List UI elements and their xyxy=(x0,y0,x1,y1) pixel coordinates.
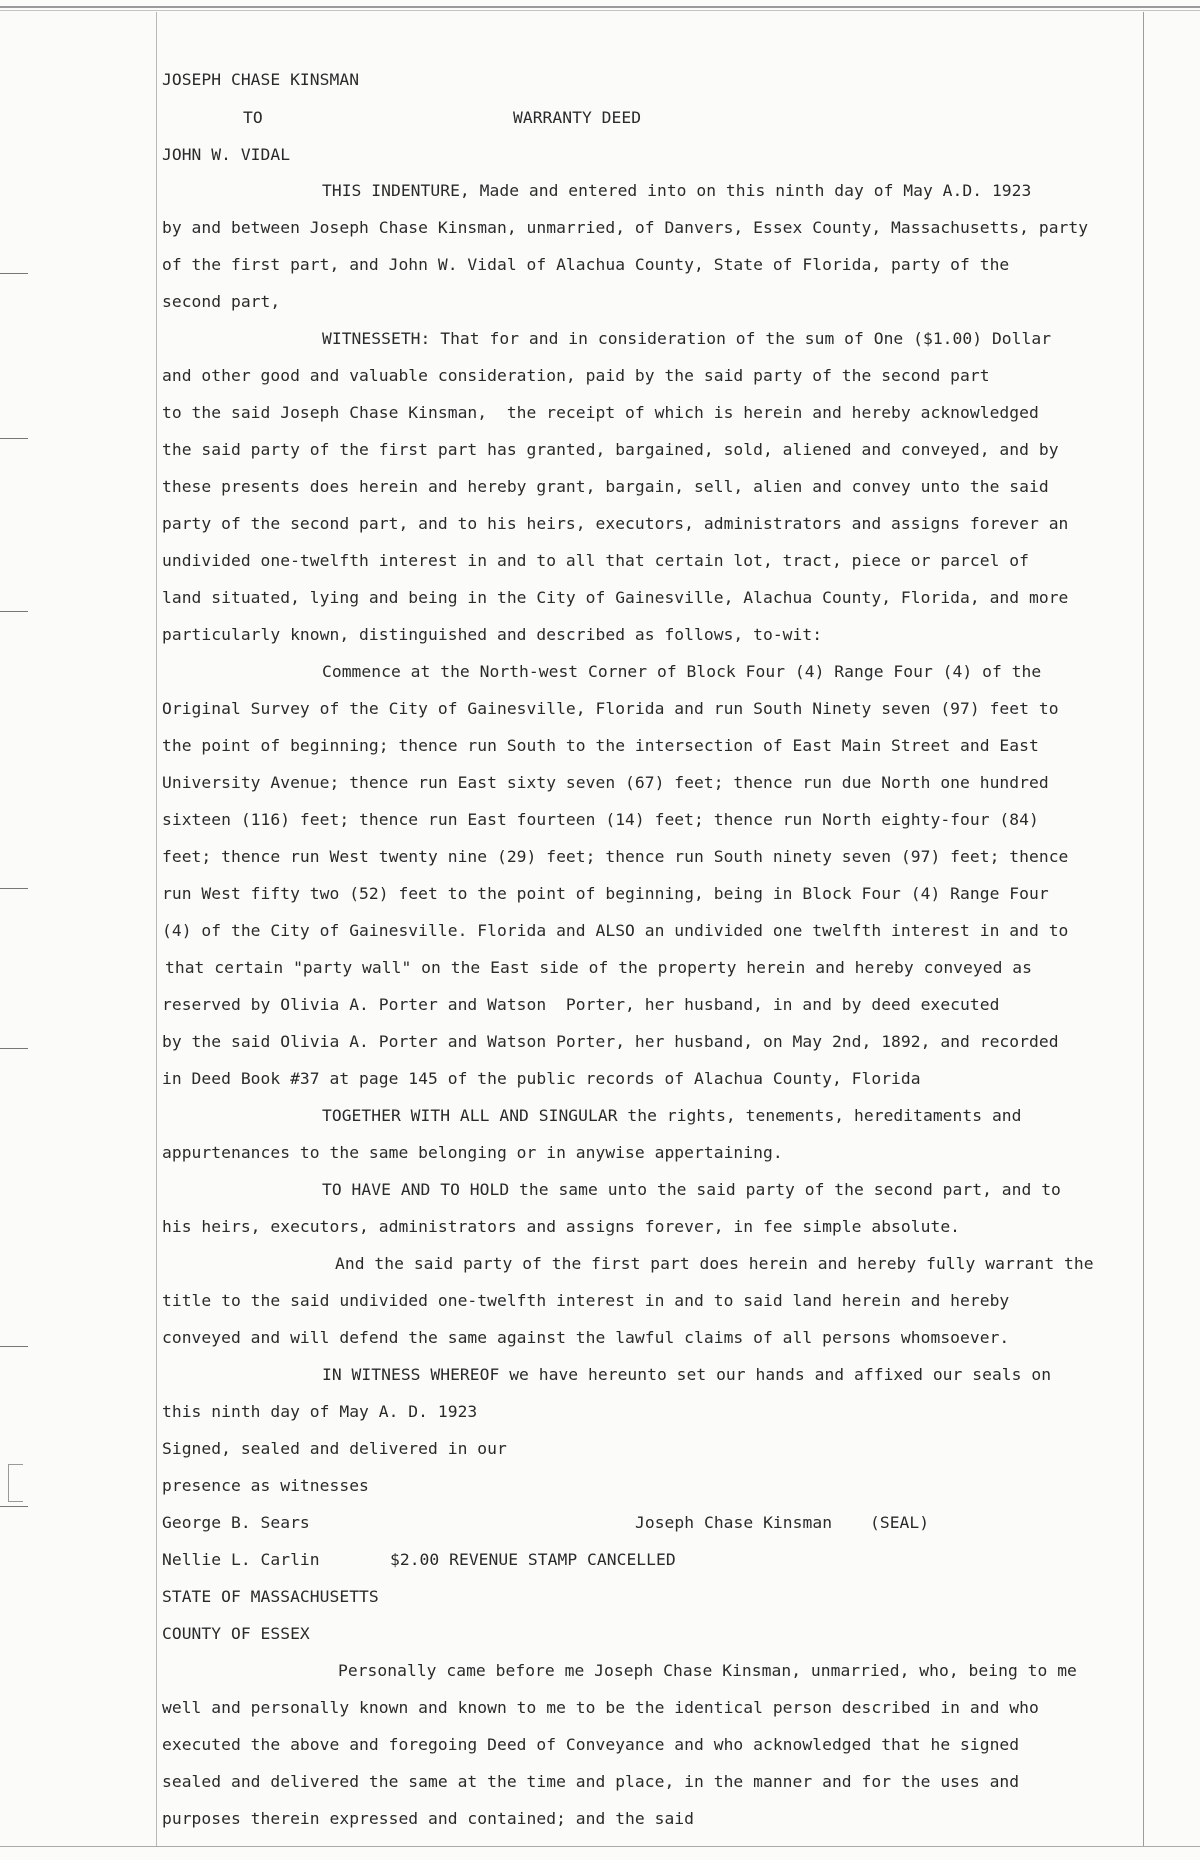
body-line: that certain "party wall" on the East side of the property herein and hereby conveyed as xyxy=(165,958,1032,977)
body-line: (4) of the City of Gainesville. Florida and ALSO an undivided one twelfth interest in and to xyxy=(162,921,1069,940)
body-line: And the said party of the first part does herein and hereby fully warrant the xyxy=(335,1254,1094,1273)
body-line: TOGETHER WITH ALL AND SINGULAR the rights, tenements, hereditaments and xyxy=(322,1106,1022,1125)
body-line: the point of beginning; thence run South to the intersection of East Main Street and East xyxy=(162,736,1039,755)
binding-tick xyxy=(0,1506,28,1507)
body-line: in Deed Book #37 at page 145 of the public records of Alachua County, Florida xyxy=(162,1069,921,1088)
body-line: his heirs, executors, administrators and assigns forever, in fee simple absolute. xyxy=(162,1217,961,1236)
body-line: Commence at the North-west Corner of Block Four (4) Range Four (4) of the xyxy=(322,662,1042,681)
bottom-rule xyxy=(0,1846,1200,1847)
right-margin-line xyxy=(1143,12,1144,1846)
body-line: THIS INDENTURE, Made and entered into on this ninth day of May A.D. 1923 xyxy=(322,181,1032,200)
body-line: this ninth day of May A. D. 1923 xyxy=(162,1402,478,1421)
document-title: WARRANTY DEED xyxy=(513,108,642,127)
body-line: party of the second part, and to his heirs, executors, administrators and assigns forever an xyxy=(162,514,1069,533)
body-line: University Avenue; thence run East sixty seven (67) feet; thence run due North one hundred xyxy=(162,773,1049,792)
ack-state: STATE OF MASSACHUSETTS xyxy=(162,1587,379,1606)
body-line: appurtenances to the same belonging or in anywise appertaining. xyxy=(162,1143,783,1162)
body-line: TO HAVE AND TO HOLD the same unto the said party of the second part, and to xyxy=(322,1180,1061,1199)
body-line: to the said Joseph Chase Kinsman, the receipt of which is herein and hereby acknowledged xyxy=(162,403,1039,422)
body-line: Original Survey of the City of Gainesville, Florida and run South Ninety seven (97) feet to xyxy=(162,699,1059,718)
body-line: run West fifty two (52) feet to the point of beginning, being in Block Four (4) Range Four xyxy=(162,884,1049,903)
body-line: second part, xyxy=(162,292,281,311)
body-line: particularly known, distinguished and described as follows, to-wit: xyxy=(162,625,823,644)
body-line: these presents does herein and hereby grant, bargain, sell, alien and convey unto the said xyxy=(162,477,1049,496)
ack-line: Personally came before me Joseph Chase Kinsman, unmarried, who, being to me xyxy=(338,1661,1077,1680)
body-line: presence as witnesses xyxy=(162,1476,369,1495)
body-line: Signed, sealed and delivered in our xyxy=(162,1439,507,1458)
to-label: TO xyxy=(243,108,263,127)
ack-line: executed the above and foregoing Deed of Conveyance and who acknowledged that he signed xyxy=(162,1735,1020,1754)
ack-line: purposes therein expressed and contained; and the said xyxy=(162,1809,695,1828)
binding-tick xyxy=(0,438,28,439)
body-line: conveyed and will defend the same against the lawful claims of all persons whomsoever. xyxy=(162,1328,1010,1347)
body-line: and other good and valuable consideration, paid by the said party of the second part xyxy=(162,366,990,385)
binding-tick xyxy=(0,888,28,889)
top-rule-inner xyxy=(0,10,1200,11)
body-line: feet; thence run West twenty nine (29) feet; thence run South ninety seven (97) feet; thence xyxy=(162,847,1069,866)
signer-name: Joseph Chase Kinsman xyxy=(635,1513,833,1532)
body-line: IN WITNESS WHEREOF we have hereunto set our hands and affixed our seals on xyxy=(322,1365,1052,1384)
body-line: undivided one-twelfth interest in and to all that certain lot, tract, piece or parcel of xyxy=(162,551,1029,570)
body-line: title to the said undivided one-twelfth interest in and to said land herein and hereby xyxy=(162,1291,1010,1310)
body-line: by and between Joseph Chase Kinsman, unmarried, of Danvers, Essex County, Massachusetts, party xyxy=(162,218,1089,237)
witness-1: George B. Sears xyxy=(162,1513,310,1532)
binding-tick xyxy=(0,1346,28,1347)
body-line: of the first part, and John W. Vidal of Alachua County, State of Florida, party of the xyxy=(162,255,1010,274)
ack-line: sealed and delivered the same at the time and place, in the manner and for the uses and xyxy=(162,1772,1020,1791)
binding-bracket xyxy=(8,1464,23,1502)
witness-2: Nellie L. Carlin xyxy=(162,1550,320,1569)
ack-county: COUNTY OF ESSEX xyxy=(162,1624,310,1643)
revenue-stamp-note: $2.00 REVENUE STAMP CANCELLED xyxy=(390,1550,676,1569)
body-line: by the said Olivia A. Porter and Watson Porter, her husband, on May 2nd, 1892, and recorded xyxy=(162,1032,1059,1051)
body-line: land situated, lying and being in the City of Gainesville, Alachua County, Florida, and more xyxy=(162,588,1069,607)
body-line: sixteen (116) feet; thence run East fourteen (14) feet; thence run North eighty-four (84) xyxy=(162,810,1039,829)
grantee-name: JOHN W. VIDAL xyxy=(162,145,291,164)
grantor-name: JOSEPH CHASE KINSMAN xyxy=(162,70,360,89)
body-line: the said party of the first part has granted, bargained, sold, aliened and conveyed, and by xyxy=(162,440,1059,459)
left-margin-line xyxy=(156,12,157,1846)
binding-tick xyxy=(0,273,28,274)
ack-line: well and personally known and known to me to be the identical person described in and who xyxy=(162,1698,1039,1717)
binding-tick xyxy=(0,611,28,612)
body-line: WITNESSETH: That for and in consideration of the sum of One ($1.00) Dollar xyxy=(322,329,1052,348)
seal-mark: (SEAL) xyxy=(870,1513,930,1532)
body-line: reserved by Olivia A. Porter and Watson Porter, her husband, in and by deed executed xyxy=(162,995,1000,1014)
top-rule xyxy=(0,6,1200,8)
binding-tick xyxy=(0,1048,28,1049)
